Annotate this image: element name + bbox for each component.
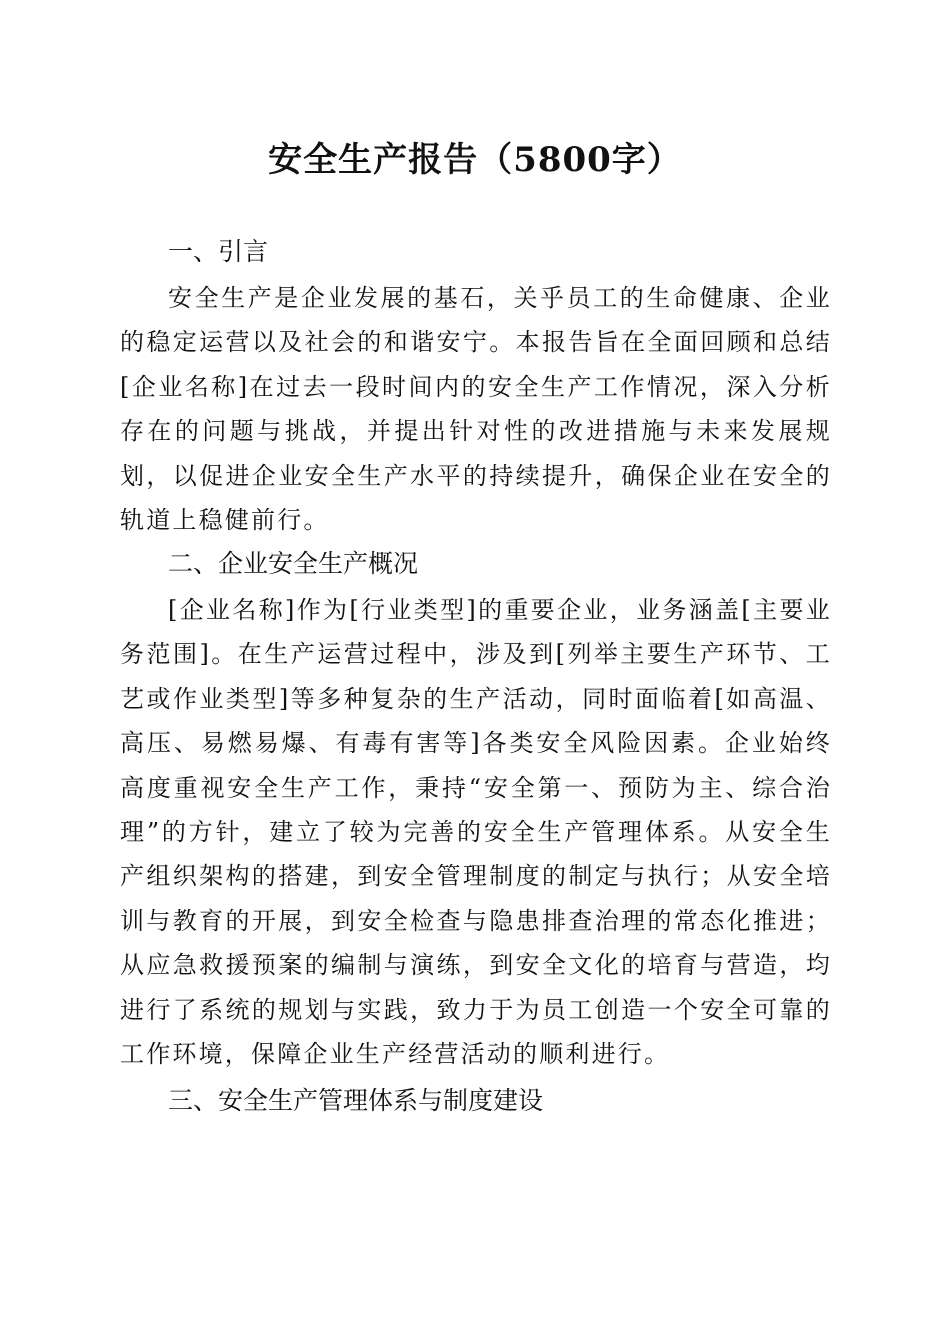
section-heading-management-system: 三、安全生产管理体系与制度建设 [168,1086,544,1115]
section-paragraph-introduction: 安全生产是企业发展的基石，关乎员工的生命健康、企业的稳定运营以及社会的和谐安宁。本报告旨在全面回顾和总结[企业名称]在过去一段时间内的安全生产工作情况，深入分析存在的问题与挑战，并提出针对性的改进措施与未来发展规划，以促进企业安全生产水平的持续提升，确保企业在安全的轨道上稳健前行。 [120,284,832,535]
section-heading-overview: 二、企业安全生产概况 [168,549,419,578]
section-paragraph-overview: [企业名称]作为[行业类型]的重要企业，业务涵盖[主要业务范围]。在生产运营过程中，涉及到[列举主要生产环节、工艺或作业类型]等多种复杂的生产活动，同时面临着[如高温、高压、易燃易爆、有毒有害等]各类安全风险因素。企业始终高度重视安全生产工作，秉持“安全第一、预防为主、综合治理”的方针，建立了较为完善的安全生产管理体系。从安全生产组织架构的搭建，到安全管理制度的制定与执行；从安全培训与教育的开展，到安全检查与隐患排查治理的常态化推进；从应急救援预案的编制与演练，到安全文化的培育与营造，均进行了系统的规划与实践，致力于为员工创造一个安全可靠的工作环境，保障企业生产经营活动的顺利进行。 [120,596,832,1069]
document-title: 安全生产报告（5800字） [268,140,682,180]
section-heading-introduction: 一、引言 [168,237,269,266]
